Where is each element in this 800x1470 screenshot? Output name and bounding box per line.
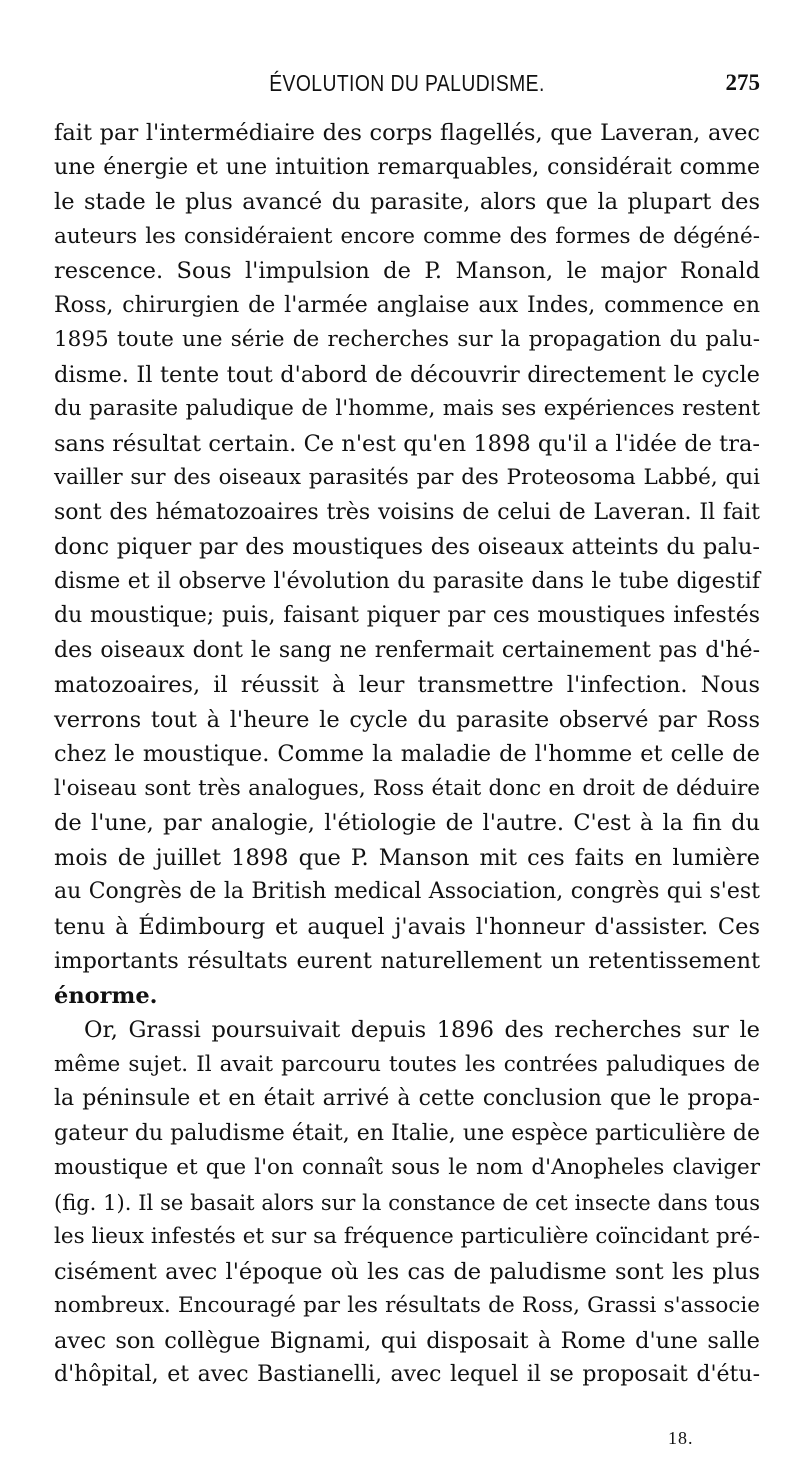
text-line: nombreux. Encouragé par les résultats de Ross, Grassi s'associe [54,1293,760,1318]
text-line: l'oiseau sont très analogues, Ross était donc en droit de déduire [54,775,760,801]
page-number: 275 [725,70,760,95]
running-title: ÉVOLUTION DU PALUDISME. [269,70,545,96]
text-line: d'hôpital, et avec Bastianelli, avec lequel il se proposait d'étu- [54,1362,760,1387]
text-line: avec son collègue Bignami, qui disposait à Rome d'une salle [54,1327,760,1354]
text-line: verrons tout à l'heure le cycle du parasite observé par Ross [54,706,760,733]
text-line: gateur du paludisme était, en Italie, une espèce particulière de [54,1120,760,1146]
text-line: sont des hématozoaires très voisins de celui de Laveran. Il fait [54,499,760,525]
text-line: cisément avec l'époque où les cas de paludisme sont les plus [54,1258,760,1285]
text-line: importants résultats eurent naturellement un retentissement [54,948,760,974]
text-line: mois de juillet 1898 que P. Manson mit ces faits en lumière [54,844,760,871]
text-line: rescence. Sous l'impulsion de P. Manson, le major Ronald [54,258,760,284]
text-line: la péninsule et en était arrivé à cette conclusion que le propa- [54,1086,760,1111]
text-line: disme. Il tente tout d'abord de découvrir directement le cycle [54,361,760,388]
text-line: le stade le plus avancé du parasite, alors que la plupart des [54,189,760,215]
text-line: du parasite paludique de l'homme, mais ses expériences restent [54,396,760,421]
text-line: même sujet. Il avait parcouru toutes les contrées paludiques de [54,1051,760,1077]
signature-mark: 18. [668,1428,694,1448]
text-line: disme et il observe l'évolution du parasite dans le tube digestif [54,568,760,594]
text-line: les lieux infestés et sur sa fréquence particulière coïncidant pré- [54,1224,760,1249]
text-line: Or, Grassi poursuivait depuis 1896 des recherches sur le [84,1017,760,1043]
text-line: une énergie et une intuition remarquables, considérait comme [54,154,760,180]
text-line: tenu à Édimbourg et auquel j'avais l'honneur d'assister. Ces [54,913,760,940]
text-line: moustique et que l'on connaît sous le nom d'Anopheles claviger [54,1155,760,1180]
text-line: énorme. [54,982,158,1009]
text-line: (fig. 1). Il se basait alors sur la constance de cet insecte dans tous [54,1190,760,1215]
text-line: matozoaires, il réussit à leur transmettre l'infection. Nous [54,672,760,698]
body-text [54,116,760,1393]
text-line: sans résultat certain. Ce n'est qu'en 1898 qu'il a l'idée de tra- [54,430,760,457]
text-line: fait par l'intermédiaire des corps flagellés, que Laveran, avec [54,120,760,146]
text-line: des oiseaux dont le sang ne renfermait certainement pas d'hé- [54,637,760,663]
text-line: vailler sur des oiseaux parasités par des Proteosoma Labbé, qui [54,465,760,490]
text-line: donc piquer par des moustiques des oiseaux atteints du palu- [54,534,760,560]
text-line: de l'une, par analogie, l'étiologie de l'autre. C'est à la fin du [54,810,760,836]
text-line: auteurs les considéraient encore comme des formes de dégéné- [54,223,760,249]
text-line: du moustique; puis, faisant piquer par ces moustiques infestés [54,603,760,628]
text-line: Ross, chirurgien de l'armée anglaise aux Indes, commence en [54,292,760,318]
text-line: chez le moustique. Comme la maladie de l'homme et celle de [54,741,760,767]
text-line: au Congrès de la British medical Association, congrès qui s'est [54,879,760,904]
text-line: 1895 toute une série de recherches sur la propagation du palu- [54,327,760,352]
running-head [54,70,760,106]
